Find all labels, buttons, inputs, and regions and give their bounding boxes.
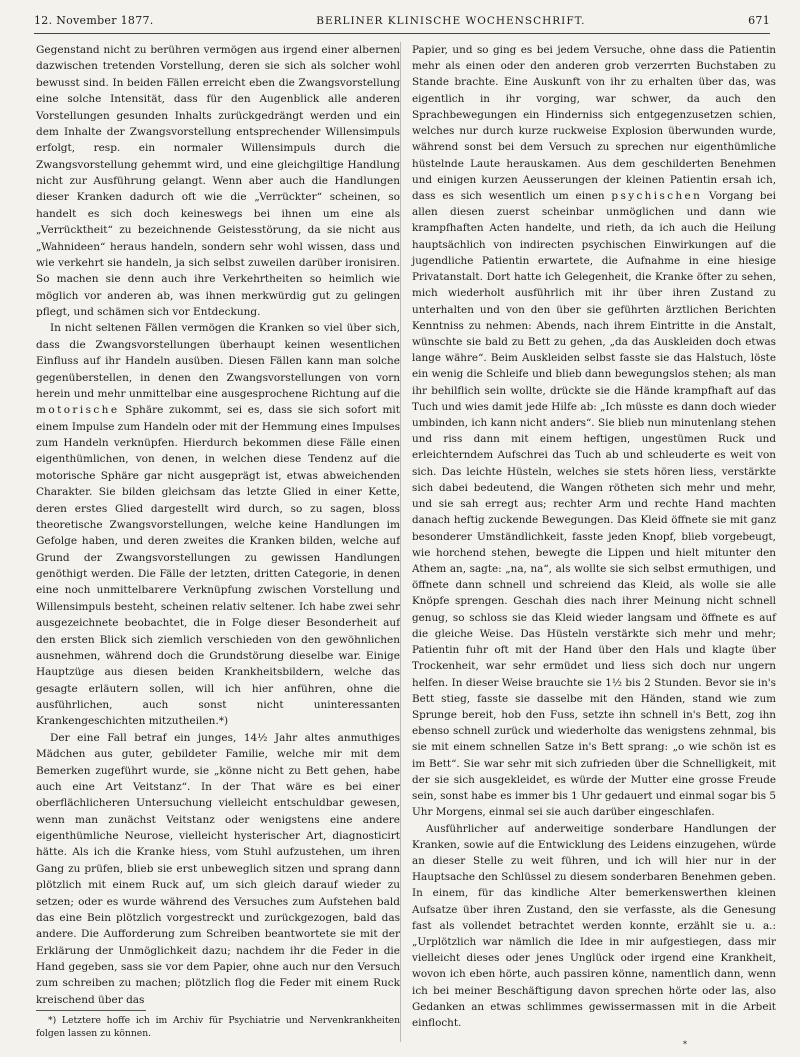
paragraph: Der eine Fall betraf ein junges, 14½ Jahr altes anmuthiges Mädchen aus guter, gebildeter Familie, welche mir mit dem Bemerken zugeführt wurde, sie „könne nicht zu Bett gehen, habe auch eine Art Veitstanz“. In der That wäre es bei einer oberflächlicheren Untersuchung vielleicht entschuldbar gewesen, wenn man zunächst Veitstanz oder wenigstens eine andere eigenthümliche Neurose, vielleicht hysterischer Art, diagnosticirt hätte. Als ich die Kranke hiess, vom Stuhl aufzustehen, um ihren Gang zu prüfen, blieb sie erst unbeweglich sitzen und sprang dann plötzlich mit einem Ruck auf, um sich gleich darauf wieder zu setzen; oder es wurde während des Versuches zum Aufstehen bald das eine Bein plötzlich vorgestreckt und zurückgezogen, bald das andere. Die Aufforderung zum Schreiben beantwortete sie mit der Erklärung der Unmöglichkeit dazu; nachdem ihr die Feder in die Hand gegeben, sass sie vor dem Papier, ohne auch nur den Versuch zum schreiben zu machen; plötzlich flog die Feder mit einem Ruck kreischend über das bbox=[36, 731, 400, 1006]
paragraph-text: Papier, und so ging es bei jedem Versuche, ohne dass die Patientin mehr als einen oder den anderen grob verzerrten Buchstaben zu Stande brachte. Eine Auskunft von ihr zu erhalten über das, was eigentlich in ihr vorging, war schwer, da auch den Sprachbewegungen ein Hinderniss sich entgegenzusetzen schien, welches nur durch kurze ruckweise Explosion überwunden wurde, während sonst bei dem Versuch zu sprechen nur eigenthümliche hüstelnde Laute herauskamen. Aus dem geschilderten Benehmen und einigen kurzen Aeusserungen der kleinen Patientin ersah ich, dass es sich wesentlich um einen bbox=[412, 44, 776, 202]
left-column bbox=[36, 42, 400, 1017]
emphasis: psychischen bbox=[611, 189, 703, 202]
page-number: 671 bbox=[748, 14, 770, 27]
issue-date: 12. November 1877. bbox=[34, 14, 154, 27]
journal-title: BERLINER KLINISCHE WOCHENSCHRIFT. bbox=[316, 15, 586, 27]
emphasis: motorische bbox=[36, 404, 120, 417]
column-divider bbox=[400, 42, 401, 1042]
paragraph: Gegenstand nicht zu berühren vermögen aus irgend einer albernen dazwischen tretenden Vorstellung, deren sie sich als solcher wohl bewusst sind. In beiden Fällen erreicht eben die Zwangsvorstellung eine solche Intensität, dass für den Augenblick alle anderen Vorstellungen gesunden Inhalts zurückgedrängt werden und ein dem Inhalte der Zwangsvorstellung entsprechender Willensimpuls erfolgt, resp. ein normaler Willensimpuls durch die Zwangsvorstellung gehemmt wird, und eine gleichgiltige Handlung nicht zur Ausführung gelangt. Wenn aber auch die Handlungen dieser Kranken dadurch oft wie die „Verrückter“ scheinen, so handelt es sich doch keineswegs bei ihnen um eine als „Verrücktheit“ zu bezeichnende Geistesstörung, da sie nicht aus „Wahnideen“ heraus handeln, sondern sehr wohl wissen, dass und wie verkehrt sie handeln, ja sich selbst zuweilen darüber ironisiren. So machen sie denn auch ihre Verkehrtheiten so heimlich wie möglich vor anderen ab, was ihnen merkwürdig gut zu gelingen pflegt, und schämen sich vor Entdeckung. bbox=[36, 44, 400, 318]
paragraph-text: In nicht seltenen Fällen vermögen die Kranken so viel über sich, dass die Zwangsvorstellungen überhaupt keinen wesentlichen Einfluss auf ihr Handeln ausüben. Diesen Fällen kann man solche gegenüberstellen, in denen den Zwangsvorstellungen von vorn herein und mehr unmittelbar eine ausgesprochene Richtung auf die bbox=[36, 322, 400, 400]
right-column bbox=[412, 42, 776, 1042]
footnote-rule bbox=[36, 1010, 146, 1011]
header-rule bbox=[34, 33, 770, 34]
paragraph-text: Sphäre zukommt, sei es, dass sie sich sofort mit einem Impulse zum Handeln oder mit der Hemmung eines Impulses zum Handeln verknüpfen. Hierdurch bekommen diese Fälle einen eigenthümlichen, von denen, in welchen diese Tendenz auf die motorische Sphäre gar nicht ausgeprägt ist, etwas abweichenden Charakter. Sie bilden gleichsam das letzte Glied in einer Kette, deren erstes Glied dargestellt wird durch, so zu sagen, bloss theoretische Zwangsvorstellungen, welche keine Handlungen im Gefolge haben, und deren zweites die Kranken bilden, welche auf Grund der Zwangsvorstellungen zu gewissen Handlungen genöthigt werden. Die Fälle der letzten, dritten Categorie, in denen eine noch unmittelbarere Verknüpfung zwischen Vorstellung und Willensimpuls besteht, scheinen relativ seltener. Ich habe zwei sehr ausgezeichnete beobachtet, die in Folge dieser Besonderheit auf den ersten Blick sich ziemlich verschieden von den gewöhnlichen ausnehmen, während doch die Grundstörung dieselbe war. Einige Hauptzüge aus diesen beiden Krankheitsbildern, welche das gesagte erläutern sollen, will ich hier anführen, ohne die ausführlichen, auch sonst nicht uninteressanten Krankengeschichten mitzutheilen.*) bbox=[36, 404, 400, 728]
paragraph bbox=[36, 320, 400, 729]
paragraph: Ausführlicher auf anderweitige sonderbare Handlungen der Kranken, sowie auf die Entwicklung des Leidens einzugehen, würde an dieser Stelle zu weit führen, und ich will hier nur in der Hauptsache den Schlüssel zu diesem sonderbaren Benehmen geben. In einem, für das kindliche Alter bemerkenswerthen kleinen Aufsatze über ihren Zustand, den sie verfasste, als die Genesung fast als vollendet betrachtet werden konnte, erzählt sie u. a.: „Urplötzlich war nämlich die Idee in mir aufgestiegen, dass mir vielleicht dieses oder jenes Unglück oder irgend eine Krankheit, wovon ich eben hörte, auch passiren könne, namentlich dann, wenn ich bei meiner Beschäftigung davon sprechen hörte oder las, also Gedanken an etwas schlimmes gewissermassen mit in die Arbeit einflocht. bbox=[412, 822, 776, 1030]
paragraph-text: Vorgang bei allen diesen zuerst scheinbar unmöglichen und dann wie krampfhaften Acten handelte, und rieth, da ich auch die Heilung hauptsächlich von indirecten psychischen Einwirkungen auf die jugendliche Patientin erwartete, die Aufnahme in eine hiesige Privatanstalt. Dort hatte ich Gelegenheit, die Kranke öfter zu sehen, mich wiederholt ausführlich mit ihr über ihren Zustand zu unterhalten und von den über sie geführten ärztlichen Berichten Kenntniss zu nehmen: Abends, nach ihrem Eintritte in die Anstalt, wünschte sie bald zu Bett zu gehen, „da das Auskleiden doch etwas lange währe“. Beim Auskleiden selbst fasste sie das Halstuch, löste ein wenig die Schleife und blieb dann bewegungslos stehen; als man ihr behilflich sein wollte, drückte sie die Hände krampfhaft auf das Tuch und wies damit jede Hilfe ab: „Ich müsste es dann doch wieder umbinden, ich kann nicht anders“. Sie blieb nun minutenlang stehen und riss dann mit einem heftigen, ungestümen Ruck und erleichterndem Aufschrei das Tuch ab und schleuderte es weit von sich. Das leichte Hüsteln, welches sie stets hören liess, verstärkte sich dabei bedeutend, die Wangen rötheten sich mehr und mehr, und sie sah erregt aus; rechter Arm und rechte Hand machten danach heftig zuckende Bewegungen. Das Kleid öffnete sie mit ganz besonderer Umständlichkeit, fasste jeden Knopf, blieb vorgebeugt, wie horchend stehen, bewegte die Lippen und hielt mitunter den Athem an, sagte: „na, na“, als wollte sie sich selbst ermuthigen, und öffnete dann schnell und schreiend das Kleid, als wolle sie alle Knöpfe sprengen. Geschah dies nach ihrer Meinung nicht schnell genug, so schloss sie das Kleid wieder langsam und öffnete es auf die gleiche Weise. Das Hüsteln verstärkte sich mehr und mehr; Patientin fuhr oft mit der Hand über den Hals und klagte über Trockenheit, war sehr ermüdet und liess sich doch nur ungern helfen. In dieser Weise brauchte sie 1½ bis 2 Stunden. Bevor sie in's Bett stieg, fasste sie dasselbe mit den Händen, stand wie zum Sprunge bereit, hob den Fuss, setzte ihn schnell in's Bett, zog ihn ebenso schnell zurück und wiederholte das wenigstens zehnmal, bis sie mit einem schnellen Satze in's Bett sprang: „o wie schön ist es im Bett“. Sie war sehr mit sich zufrieden über die Schnelligkeit, mit der sie sich ausgekleidet, es würde der Mutter eine grosse Freude sein, sonst habe es immer bis 1 Uhr gedauert und einmal sogar bis 5 Uhr Morgens, einmal sei sie auch darüber eingeschlafen. bbox=[412, 189, 776, 819]
footnote: *) Letztere hoffe ich im Archiv für Psychiatrie und Nervenkrankheiten folgen lassen zu können. bbox=[36, 1015, 400, 1039]
paragraph bbox=[412, 42, 776, 821]
page-mark: * bbox=[683, 1040, 687, 1049]
